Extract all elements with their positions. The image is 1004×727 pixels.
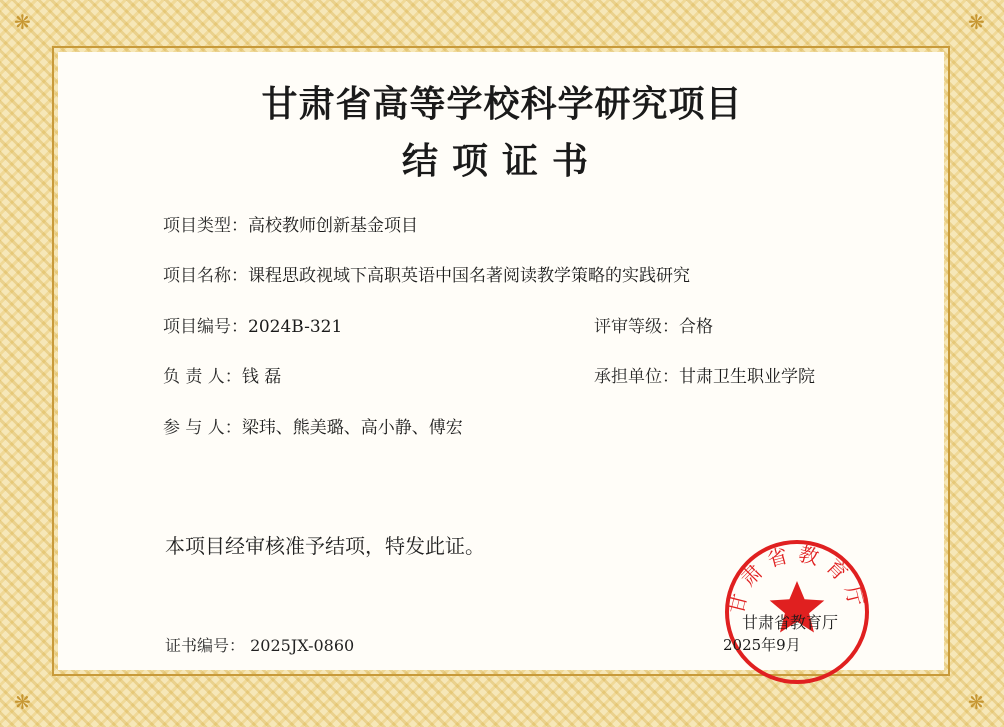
field-unit [594,362,815,387]
field-value: 2024B-321 [248,317,343,337]
corner-ornament-icon: ❋ [968,690,985,714]
issue-date: 2025年9月 [723,636,801,654]
field-value: 梁玮、熊美璐、高小静、傅宏 [241,418,463,438]
field-participants [163,413,463,438]
field-review-grade [594,312,713,337]
field-label: 承担单位： [594,367,679,387]
field-project-type [163,211,418,236]
certificate-number-value: 2025JX-0860 [250,636,355,655]
issuer-name: 甘肃省教育厅 [742,613,839,632]
corner-ornament-icon: ❋ [14,690,31,714]
certificate-number-label: 证书编号： [165,636,246,655]
field-value: 甘肃卫生职业学院 [679,367,815,387]
certificate-title: 甘肃省高等学校科学研究项目 [261,83,743,125]
certificate-subtitle: 结项证书 [401,140,602,182]
field-label: 项目名称： [163,266,248,286]
field-project-name [163,261,690,286]
certificate-number [165,633,354,656]
field-project-number [163,312,342,337]
field-label: 评审等级： [594,317,679,337]
field-label: 参 与 人： [163,418,242,438]
corner-ornament-icon: ❋ [968,10,985,34]
field-value: 钱 磊 [241,367,282,387]
field-leader [163,362,281,387]
field-label: 项目编号： [163,317,248,337]
field-value: 高校教师创新基金项目 [248,216,418,236]
field-value: 合格 [679,317,713,337]
corner-ornament-icon: ❋ [14,10,31,34]
field-value: 课程思政视域下高职英语中国名著阅读教学策略的实践研究 [248,266,690,286]
field-label: 负 责 人： [163,367,242,387]
field-label: 项目类型： [163,216,248,236]
certification-statement: 本项目经审核准予结项，特发此证。 [165,534,485,558]
seal-text: 甘肃省教育厅 [723,541,871,617]
